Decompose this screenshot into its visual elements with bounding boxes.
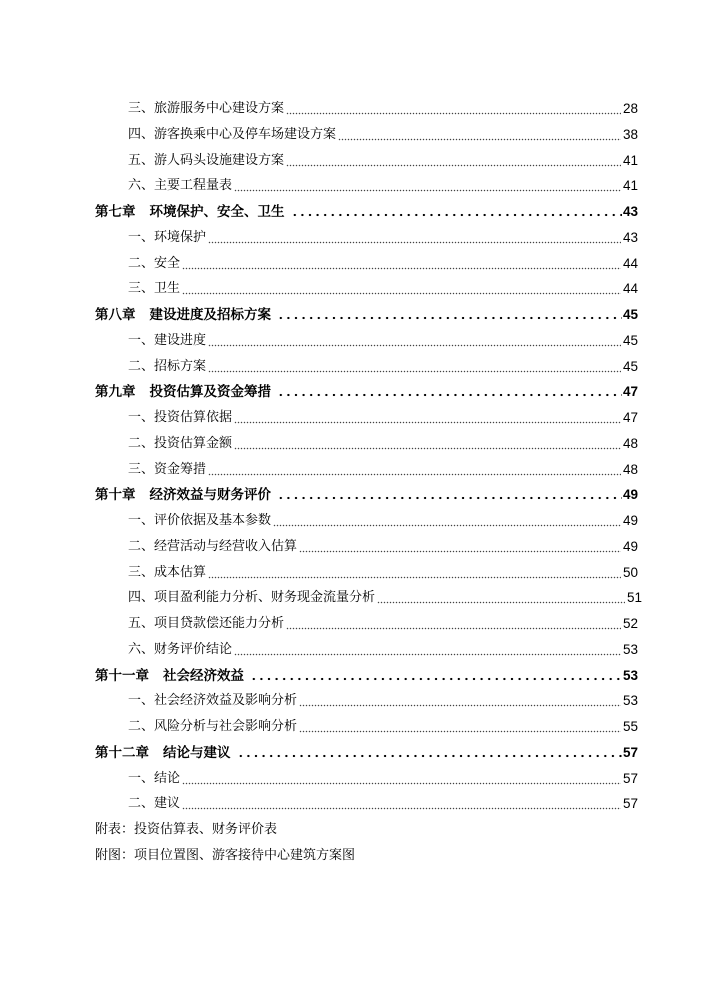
dot-leader <box>299 693 621 707</box>
toc-section-entry[interactable] <box>128 276 638 298</box>
toc-section-entry[interactable] <box>128 508 638 530</box>
dot-leader <box>208 462 621 476</box>
toc-section-entry[interactable] <box>128 354 638 376</box>
toc-entry-label <box>95 203 285 221</box>
toc-entry-number: 第十章 <box>95 487 136 504</box>
toc-entry-number: 第十二章 <box>95 744 149 761</box>
toc-page-number: 51 <box>626 590 642 606</box>
dot-leader <box>291 203 622 217</box>
toc-entry-number: 五、 <box>128 152 155 168</box>
toc-entry-label <box>128 280 180 298</box>
toc-entry-title: 旅游服务中心建设方案 <box>154 101 285 116</box>
toc-page-number: 53 <box>622 641 638 657</box>
toc-entry-number: 三、 <box>128 101 155 116</box>
toc-page-number: 52 <box>622 616 638 631</box>
toc-section-entry[interactable] <box>128 96 638 118</box>
toc-entry-label <box>128 177 232 195</box>
toc-entry-title: 财务评价结论 <box>154 641 233 657</box>
toc-entry-title: 投资估算及资金筹措 <box>149 384 271 401</box>
toc-section-entry[interactable] <box>128 766 638 788</box>
toc-entry-label <box>128 589 375 607</box>
toc-entry-title: 投资估算依据 <box>154 410 233 425</box>
toc-entry-label <box>95 486 271 504</box>
dot-leader <box>234 178 621 192</box>
toc-entry-number: 四、 <box>128 590 155 606</box>
toc-chapter-entry[interactable] <box>95 302 638 324</box>
appendix-line: 附图：项目位置图、游客接待中心建筑方案图 <box>95 847 356 863</box>
toc-entry-label <box>128 152 284 170</box>
toc-page-number: 48 <box>622 435 638 451</box>
toc-entry-title: 结论与建议 <box>163 744 231 761</box>
toc-entry-title: 评价依据及基本参数 <box>154 513 272 528</box>
toc-section-entry[interactable] <box>128 585 642 607</box>
dot-leader <box>208 230 621 244</box>
toc-section-entry[interactable] <box>128 328 638 350</box>
dot-leader <box>182 771 621 785</box>
toc-entry-title: 结论 <box>154 770 181 786</box>
toc-entry-number: 六、 <box>128 641 155 657</box>
toc-entry-title: 主要工程量表 <box>154 178 233 194</box>
toc-entry-number: 一、 <box>128 332 155 348</box>
toc-entry-title: 建设进度 <box>154 332 207 348</box>
toc-entry-label <box>128 358 206 376</box>
toc-entry-number: 二、 <box>128 538 155 554</box>
toc-entry-number: 第九章 <box>95 384 136 401</box>
toc-entry-number: 三、 <box>128 461 155 477</box>
toc-page-number: 44 <box>622 281 638 297</box>
toc-entry-title: 经济效益与财务评价 <box>149 487 271 504</box>
toc-entry-number: 一、 <box>128 770 155 786</box>
toc-entry-label <box>128 692 297 710</box>
dot-leader <box>277 486 622 500</box>
toc-section-entry[interactable] <box>128 714 638 736</box>
toc-entry-label <box>128 255 180 273</box>
toc-entry-title: 社会经济效益及影响分析 <box>154 693 298 709</box>
toc-entry-number: 一、 <box>128 229 155 245</box>
toc-page-number: 28 <box>622 101 638 116</box>
toc-page-number: 47 <box>622 410 638 425</box>
toc-entry-label <box>128 229 206 247</box>
toc-section-entry[interactable] <box>128 173 638 195</box>
toc-chapter-entry[interactable] <box>95 199 638 221</box>
toc-page-number: 43 <box>622 229 638 245</box>
toc-entry-number: 二、 <box>128 435 155 451</box>
toc-entry-title: 环境保护 <box>154 229 207 245</box>
toc-entry-title: 招标方案 <box>154 358 207 374</box>
toc-page-number: 45 <box>622 358 638 374</box>
toc-entry-label <box>128 564 206 582</box>
toc-entry-number: 三、 <box>128 281 155 297</box>
dot-leader <box>338 127 621 141</box>
toc-section-entry[interactable] <box>128 637 638 659</box>
toc-entry-label <box>128 770 180 788</box>
toc-entry-label <box>128 538 297 556</box>
dot-leader <box>377 590 625 604</box>
toc-section-entry[interactable] <box>128 148 638 170</box>
toc-entry-title: 项目盈利能力分析、财务现金流量分析 <box>154 590 376 606</box>
toc-page-number: 49 <box>622 487 638 503</box>
toc-entry-number: 一、 <box>128 513 155 528</box>
toc-section-entry[interactable] <box>128 431 638 453</box>
toc-entry-number: 一、 <box>128 410 155 425</box>
dot-leader <box>182 281 621 295</box>
toc-entry-title: 建议 <box>154 796 181 812</box>
dot-leader <box>286 616 621 630</box>
toc-page-number: 43 <box>622 204 638 219</box>
toc-entry-label <box>128 435 232 453</box>
toc-chapter-entry[interactable] <box>95 663 638 685</box>
toc-section-entry[interactable] <box>128 611 638 633</box>
dot-leader <box>299 719 621 733</box>
toc-entry-number: 五、 <box>128 616 155 631</box>
toc-page-number: 57 <box>622 770 638 786</box>
toc-entry-title: 游客换乘中心及停车场建设方案 <box>154 126 337 142</box>
toc-page-number: 47 <box>622 384 638 400</box>
toc-entry-title: 卫生 <box>154 281 181 297</box>
dot-leader <box>277 306 622 320</box>
toc-page-number: 55 <box>622 719 638 734</box>
toc-entry-number: 二、 <box>128 796 155 812</box>
toc-section-entry[interactable] <box>128 405 638 427</box>
toc-entry-number: 一、 <box>128 693 155 709</box>
toc-chapter-entry[interactable] <box>95 482 638 504</box>
toc-page-number: 49 <box>622 538 638 554</box>
toc-entry-title: 风险分析与社会影响分析 <box>154 719 298 734</box>
dot-leader <box>182 256 621 270</box>
toc-section-entry[interactable] <box>128 560 638 582</box>
toc-page-number: 48 <box>622 461 638 477</box>
toc-entry-number: 六、 <box>128 178 155 194</box>
toc-page-number: 44 <box>622 255 638 271</box>
toc-entry-title: 社会经济效益 <box>163 667 244 684</box>
toc-section-entry[interactable] <box>128 122 638 144</box>
toc-page-number: 41 <box>622 178 638 194</box>
toc-entry-title: 资金筹措 <box>154 461 207 477</box>
toc-entry-title: 游人码头设施建设方案 <box>154 152 285 168</box>
toc-section-entry[interactable] <box>128 688 638 710</box>
toc-entry-number: 三、 <box>128 564 155 580</box>
toc-entry-number: 四、 <box>128 126 155 142</box>
toc-page-number: 38 <box>622 126 638 142</box>
toc-section-entry[interactable] <box>128 534 638 556</box>
toc-entry-label <box>128 718 297 736</box>
dot-leader <box>286 153 621 167</box>
toc-entry-number: 第八章 <box>95 307 136 323</box>
toc-section-entry[interactable] <box>128 225 638 247</box>
dot-leader <box>234 436 621 450</box>
toc-entry-title: 项目贷款偿还能力分析 <box>154 616 285 631</box>
dot-leader <box>208 333 621 347</box>
toc-entry-label <box>128 795 180 813</box>
dot-leader <box>182 796 621 810</box>
dot-leader <box>234 410 621 424</box>
toc-section-entry[interactable] <box>128 251 638 273</box>
toc-page-number: 53 <box>622 693 638 709</box>
dot-leader <box>208 359 621 373</box>
toc-entry-title: 成本估算 <box>154 564 207 580</box>
toc-entry-title: 建设进度及招标方案 <box>149 307 271 323</box>
toc-page-number: 41 <box>622 152 638 168</box>
toc-entry-label <box>128 409 232 427</box>
dot-leader <box>299 539 621 553</box>
toc-section-entry[interactable] <box>128 457 638 479</box>
toc-entry-label <box>128 100 284 118</box>
toc-page-number: 45 <box>622 307 638 322</box>
toc-entry-label <box>95 667 244 685</box>
toc-page-number: 45 <box>622 332 638 348</box>
toc-page-number: 53 <box>622 667 638 683</box>
toc-entry-number: 二、 <box>128 358 155 374</box>
toc-entry-label <box>128 126 336 144</box>
dot-leader <box>273 513 621 527</box>
toc-entry-label <box>128 641 232 659</box>
toc-entry-number: 第七章 <box>95 204 136 220</box>
toc-entry-label <box>95 383 271 401</box>
dot-leader <box>208 565 621 579</box>
toc-entry-title: 环境保护、安全、卫生 <box>149 204 285 220</box>
toc-entry-title: 投资估算金额 <box>154 435 233 451</box>
toc-section-entry[interactable] <box>128 791 638 813</box>
appendix-line: 附表：投资估算表、财务评价表 <box>95 822 278 837</box>
toc-page-number: 57 <box>622 796 638 812</box>
toc-entry-title: 安全 <box>154 255 181 271</box>
toc-chapter-entry[interactable] <box>95 740 638 762</box>
toc-page-number: 50 <box>622 564 638 580</box>
dot-leader <box>277 383 622 397</box>
toc-entry-label <box>95 306 271 324</box>
toc-entry-label <box>95 744 231 762</box>
toc-entry-number: 二、 <box>128 719 155 734</box>
dot-leader <box>250 667 622 681</box>
dot-leader <box>234 642 621 656</box>
toc-entry-number: 第十一章 <box>95 667 149 684</box>
toc-entry-label <box>128 615 284 633</box>
dot-leader <box>237 744 622 758</box>
toc-entry-label <box>128 332 206 350</box>
dot-leader <box>286 101 621 115</box>
toc-entry-label <box>128 512 271 530</box>
toc-chapter-entry[interactable] <box>95 379 638 401</box>
toc-page-number: 49 <box>622 513 638 528</box>
toc-page-number: 57 <box>622 744 638 760</box>
toc-entry-title: 经营活动与经营收入估算 <box>154 538 298 554</box>
toc-entry-number: 二、 <box>128 255 155 271</box>
toc-entry-label <box>128 461 206 479</box>
